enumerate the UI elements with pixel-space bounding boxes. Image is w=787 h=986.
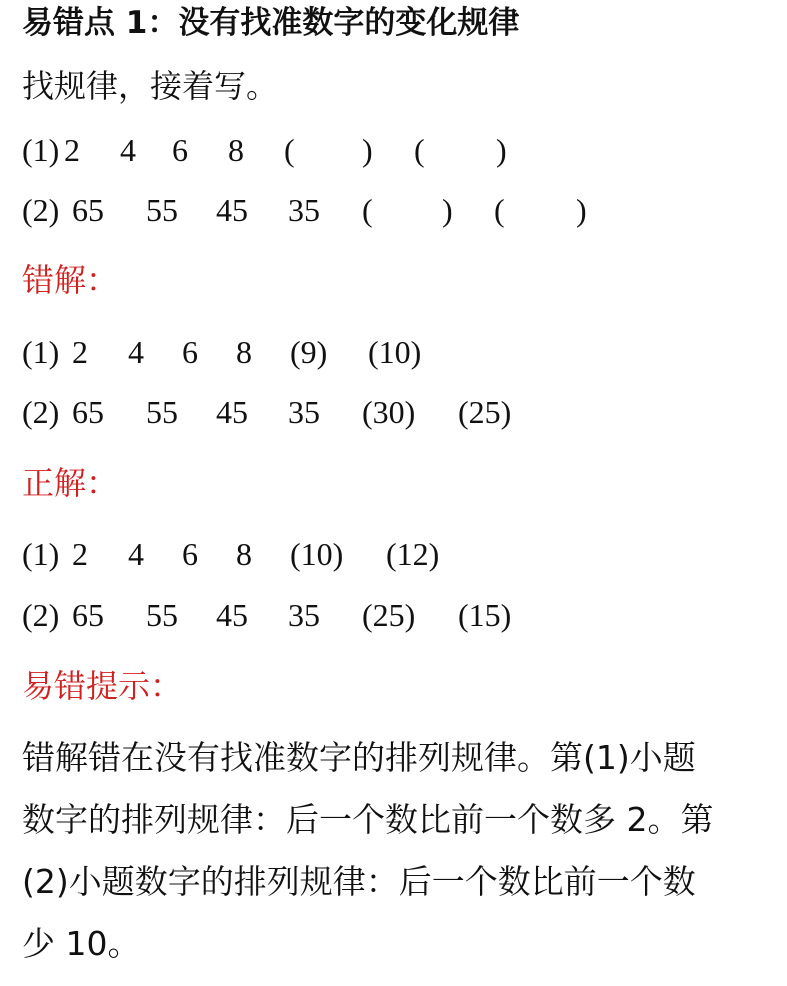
correct-2-item: 35	[288, 597, 320, 633]
correct-2-answer: (25)	[362, 597, 416, 633]
wrong-2-label: (2)	[22, 394, 60, 430]
problem-1-label: (1)	[22, 132, 60, 168]
correct-1-item: 8	[236, 536, 252, 572]
problem-2-row	[22, 192, 777, 232]
problem-2-item: 55	[146, 192, 178, 228]
correct-2-row	[22, 597, 777, 637]
correct-solution-heading: 正解：	[22, 464, 119, 502]
correct-1-item: 6	[182, 536, 198, 572]
wrong-1-row	[22, 334, 777, 374]
wrong-1-answer: (10)	[368, 334, 422, 370]
problem-2-blank-close: )	[442, 192, 453, 228]
wrong-solution-heading: 错解：	[22, 261, 119, 299]
problem-1-row	[22, 132, 777, 172]
problem-2-item: 35	[288, 192, 320, 228]
problem-1-blank-open: (	[414, 132, 425, 168]
problem-1-item: 2	[64, 132, 80, 168]
wrong-2-answer: (25)	[458, 394, 512, 430]
problem-1-blank-close: )	[362, 132, 373, 168]
correct-1-label: (1)	[22, 536, 60, 572]
correct-1-row	[22, 536, 777, 576]
correct-1-answer: (12)	[386, 536, 440, 572]
wrong-2-item: 35	[288, 394, 320, 430]
tip-line-4: 少 10。	[22, 924, 141, 963]
problem-1-blank-close: )	[496, 132, 507, 168]
correct-2-item: 45	[216, 597, 248, 633]
tip-line-3: (2)小题数字的排列规律：后一个数比前一个数	[22, 862, 696, 901]
problem-2-blank-close: )	[576, 192, 587, 228]
correct-2-item: 55	[146, 597, 178, 633]
wrong-2-item: 65	[72, 394, 104, 430]
correct-2-item: 65	[72, 597, 104, 633]
tip-heading: 易错提示：	[22, 667, 183, 705]
problem-2-blank-open: (	[494, 192, 505, 228]
correct-2-label: (2)	[22, 597, 60, 633]
wrong-1-label: (1)	[22, 334, 60, 370]
wrong-1-answer: (9)	[290, 334, 328, 370]
correct-1-item: 4	[128, 536, 144, 572]
instruction-text: 找规律，接着写。	[22, 67, 279, 105]
correct-1-item: 2	[72, 536, 88, 572]
problem-2-blank-open: (	[362, 192, 373, 228]
problem-2-item: 45	[216, 192, 248, 228]
problem-1-blank-open: (	[284, 132, 295, 168]
problem-1-item: 8	[228, 132, 244, 168]
wrong-2-row	[22, 394, 777, 434]
tip-line-1: 错解错在没有找准数字的排列规律。第(1)小题	[22, 738, 696, 777]
wrong-1-item: 2	[72, 334, 88, 370]
wrong-1-item: 6	[182, 334, 198, 370]
wrong-2-item: 55	[146, 394, 178, 430]
problem-2-label: (2)	[22, 192, 60, 228]
correct-1-answer: (10)	[290, 536, 344, 572]
tip-line-2: 数字的排列规律：后一个数比前一个数多 2。第	[22, 800, 714, 839]
wrong-2-answer: (30)	[362, 394, 416, 430]
problem-2-item: 65	[72, 192, 104, 228]
wrong-1-item: 4	[128, 334, 144, 370]
wrong-2-item: 45	[216, 394, 248, 430]
problem-1-item: 6	[172, 132, 188, 168]
problem-1-item: 4	[120, 132, 136, 168]
correct-2-answer: (15)	[458, 597, 512, 633]
page-title: 易错点 1：没有找准数字的变化规律	[22, 5, 520, 41]
wrong-1-item: 8	[236, 334, 252, 370]
